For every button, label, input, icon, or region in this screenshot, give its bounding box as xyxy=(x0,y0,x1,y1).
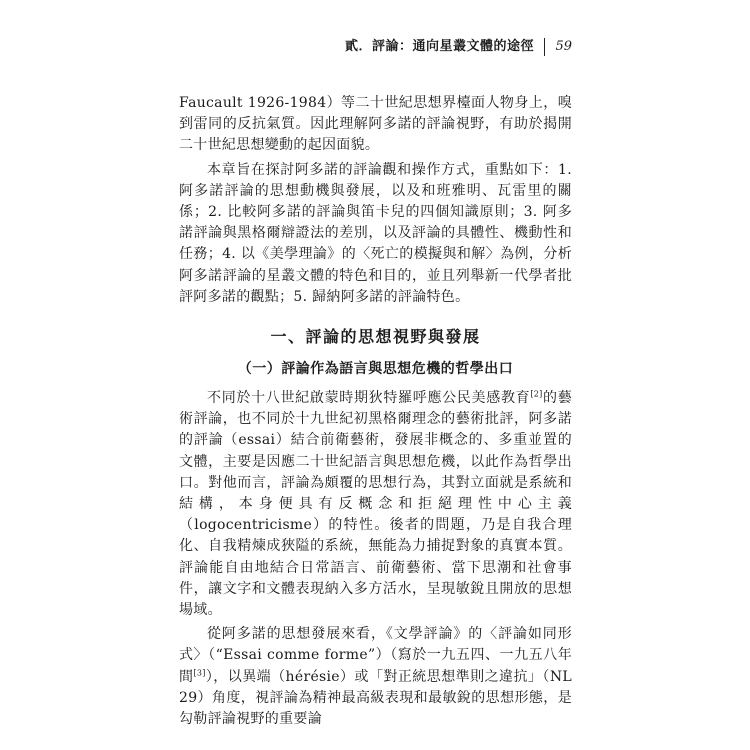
footnote-ref: [2] xyxy=(530,389,543,399)
paragraph-text: 不同於十八世紀啟蒙時期狄特羅呼應公民美感教育 xyxy=(207,390,531,407)
subsection-heading: （一）評論作為語言與思想危機的哲學出口 xyxy=(237,361,514,378)
page-number: 59 xyxy=(555,39,572,54)
paragraph-text: ），以異端（hérésie）或「對正統思想準則之違抗」（NL 29）角度，視評論為精神最高級表現和最敏銳的思想形態，是勾勒評論視野的重要論 xyxy=(179,668,572,728)
paragraph-text: 的藝術評論，也不同於十九世紀初黑格爾理念的藝術批評，阿多諾的評論（essai）結合前衛藝術，發展非概念的、多重並置的文體，主要是因應二十世紀語言與思想危機，以此作為哲學出口。對他而言，評論為頗覆的思想行為，其對立面就是系統和結構，本身便具有反概念和拒絕理性中心主義（logocentricisme）的特性。後者的問題，乃是自我合理化、自我精煉成狹隘的系統，無能為力捕捉對象的真實本質。評論能自由地結合日常語言、前衛藝術、當下思潮和社會事件，讓文字和文體表現納入多方活水，呈現敏銳且開放的思想場域。 xyxy=(179,390,572,619)
header-divider xyxy=(544,38,546,56)
body-text xyxy=(179,93,572,733)
running-header-title: 貳．評論：通向星叢文體的途徑 xyxy=(344,39,534,54)
footnote-ref: [3] xyxy=(193,668,206,678)
paragraph-chapter-outline: 本章旨在探討阿多諾的評論觀和操作方式，重點如下：1. 阿多諾評論的思想動機與發展，以及和班雅明、瓦雷里的關係；2. 比較阿多諾的評論與笛卡兒的四個知識原則；3. 阿多諾評論與黑格爾辯證法的差別，以及評論的具體性、機動性和任務；4. 以《美學理論》的〈死亡的模擬與和解〉為例，分析阿多諾評論的星叢文體的特色和目的，並且列舉新一代學者批評阿多諾的觀點；5. 歸納阿多諾的評論特色。 xyxy=(179,161,572,305)
section-heading: 一、評論的思想視野與發展 xyxy=(270,327,481,347)
running-header xyxy=(345,38,572,56)
paragraph-essay-form xyxy=(179,624,572,730)
paragraph-continued: Faucault 1926-1984）等二十世紀思想界檯面人物身上，嗅到雷同的反抗氣質。因此理解阿多諾的評論視野，有助於揭開二十世紀思想變動的起因面貌。 xyxy=(179,95,572,154)
paragraph-text: 從阿多諾的思想發展來看，《文學評論》的〈評論如同形式〉（“Essai comme forme”）（寫於一九五四、一九五八年間 xyxy=(179,626,572,685)
paragraph-essay-origin xyxy=(179,388,572,621)
